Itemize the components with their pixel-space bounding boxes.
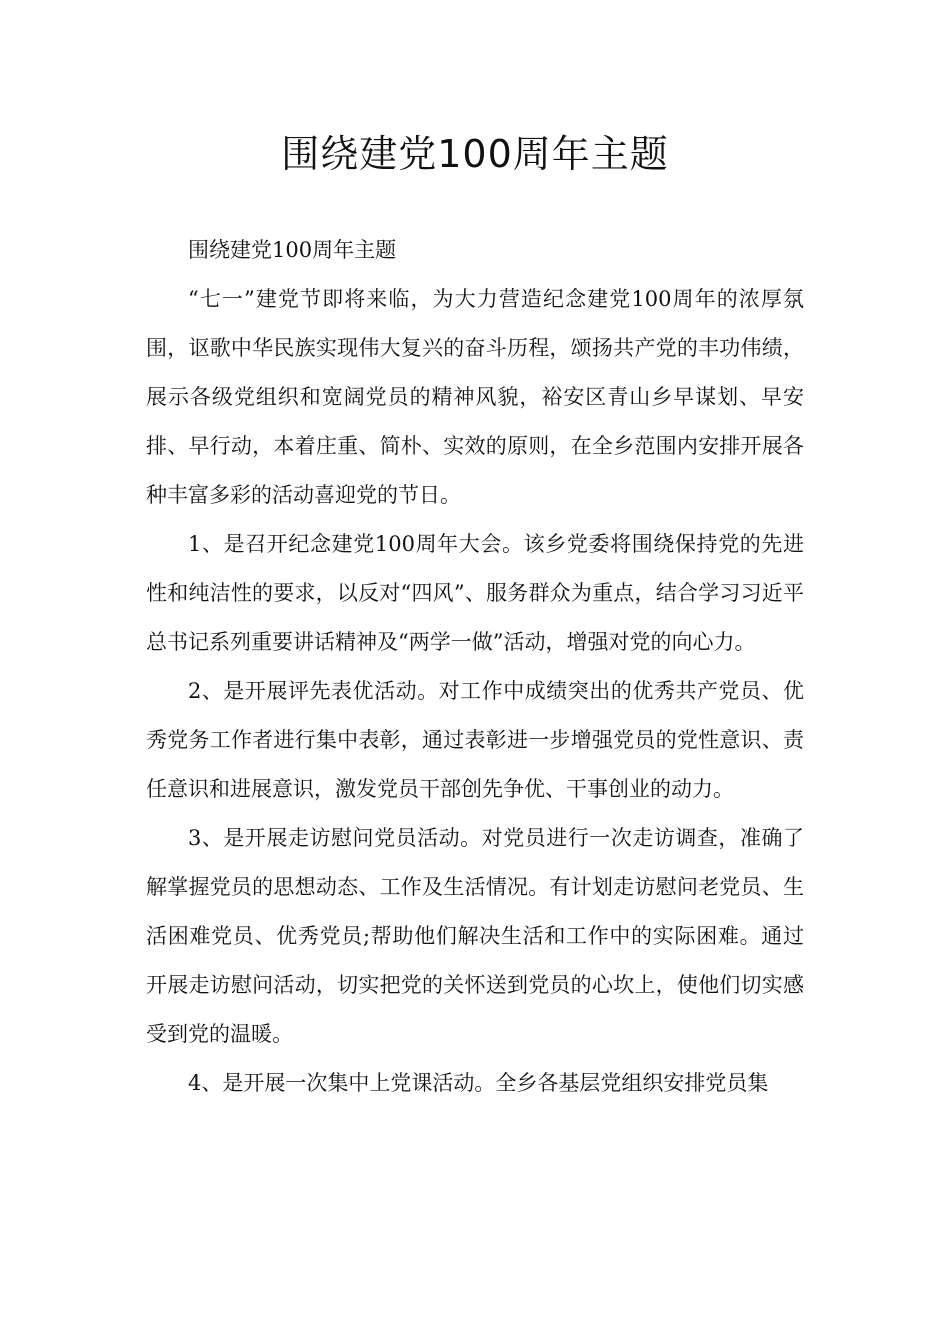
paragraph-intro: “七一”建党节即将来临，为大力营造纪念建党100周年的浓厚氛围，讴歌中华民族实现伟大复兴的奋斗历程，颂扬共产党的丰功伟绩，展示各级党组织和宽阔党员的精神风貌，裕安区青山乡早谋划、早安排、早行动，本着庄重、简朴、实效的原则，在全乡范围内安排开展各种丰富多彩的活动喜迎党的节日。 <box>146 287 804 507</box>
document-body <box>146 226 804 1108</box>
paragraph-item-1: 1、是召开纪念建党100周年大会。该乡党委将围绕保持党的先进性和纯洁性的要求，以反对“四风”、服务群众为重点，结合学习习近平总书记系列重要讲话精神及“两学一做”活动，增强对党的向心力。 <box>146 532 804 654</box>
paragraph-subtitle: 围绕建党100周年主题 <box>188 238 397 262</box>
paragraph-item-2: 2、是开展评先表优活动。对工作中成绩突出的优秀共产党员、优秀党务工作者进行集中表彰，通过表彰进一步增强党员的党性意识、责任意识和进展意识，激发党员干部创先争优、干事创业的动力。 <box>146 679 804 801</box>
paragraph-item-3: 3、是开展走访慰问党员活动。对党员进行一次走访调查，准确了解掌握党员的思想动态、工作及生活情况。有计划走访慰问老党员、生活困难党员、优秀党员;帮助他们解决生活和工作中的实际困难。通过开展走访慰问活动，切实把党的关怀送到党员的心坎上，使他们切实感受到党的温暖。 <box>146 826 804 1046</box>
paragraph-item-4: 4、是开展一次集中上党课活动。全乡各基层党组织安排党员集 <box>188 1071 769 1095</box>
document-title: 围绕建党100周年主题 <box>281 132 669 176</box>
